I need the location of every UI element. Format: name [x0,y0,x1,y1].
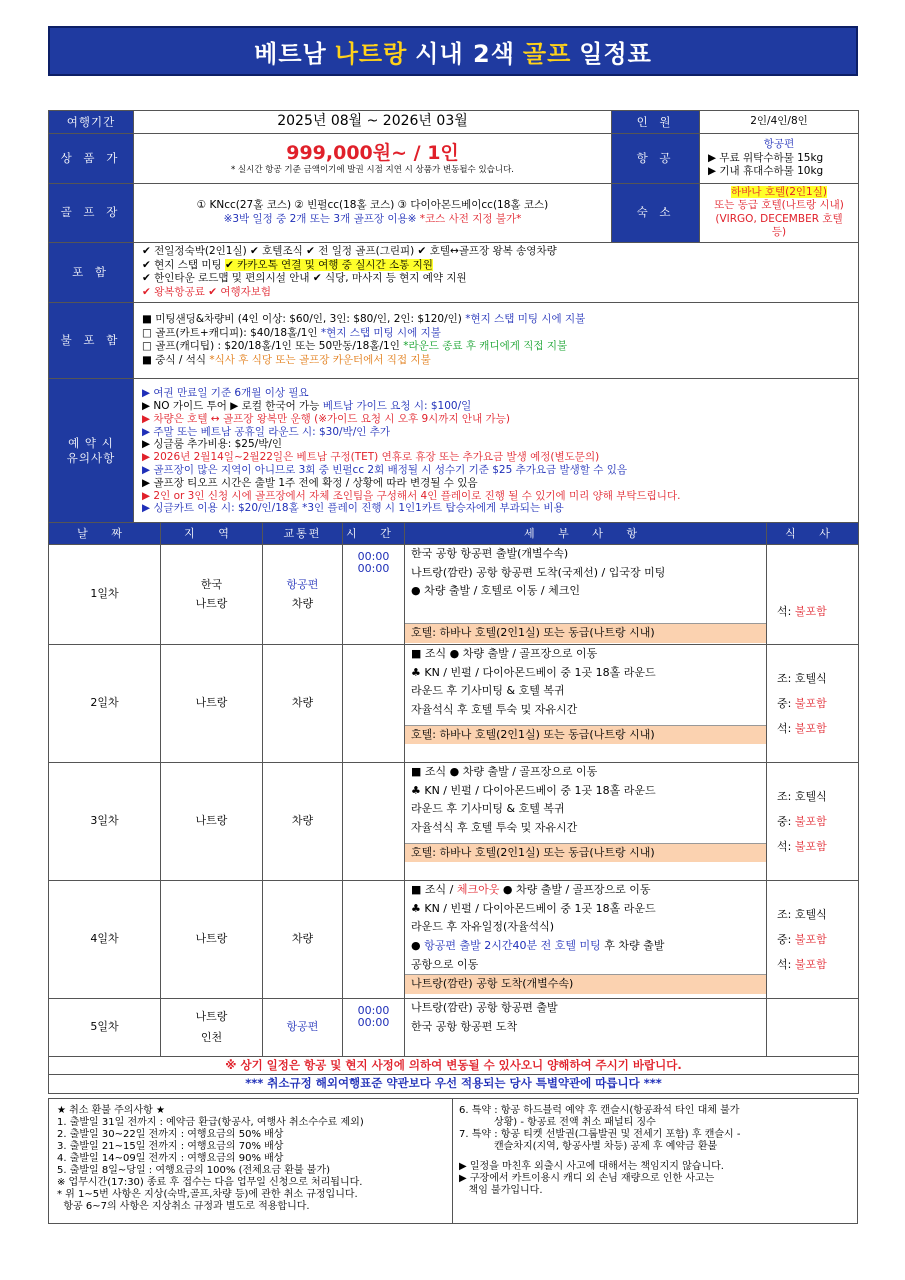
cancellation-notice: *** 취소규정 해외여행표준 약관보다 우선 적용되는 당사 특별약관에 따릅니다 *** [49,1075,859,1093]
detail-line [411,937,766,956]
day-transport [263,645,343,763]
day-transport [263,881,343,999]
include-label: 포 함 [49,242,134,302]
note-item: ▶ 골프장이 많은 지역이 아니므로 3회 중 빈펄cc 2회 배정될 시 성수기 기준 $25 추가요금 발생할 수 있음 [142,463,628,476]
header-meal: 식 사 [767,523,859,545]
detail-line: 나트랑(깜란) 공항 항공편 출발 [411,1001,558,1014]
golf-cell [134,183,612,242]
detail-line: 라운드 후 자유일정(자율석식) [411,920,555,934]
day-meal [767,545,859,645]
exclude-line-2a: □ 골프(카트+캐디피): $40/18홀/1인 [142,326,318,339]
day-meal [767,999,859,1057]
note-item: ▶ 주말 또는 베트남 공휴일 라운드 시: $30/박/인 추가 [142,425,391,438]
meal-value: 불포함 [794,958,827,972]
note-item-text: 베트남 가이드 요청 시: $100/일 [322,399,472,412]
schedule-row-day3 [49,763,859,881]
schedule-header-row [49,523,859,545]
people-value: 2인/4인/8인 [700,111,859,134]
page-title [48,26,858,76]
schedule-row-day4 [49,881,859,999]
transport-text: 차량 [291,696,314,710]
detail-line: 자율석식 후 호텔 투숙 및 자유시간 [411,821,578,835]
day-region [161,881,263,999]
notes-label: 예 약 시 유의사항 [49,378,134,524]
people-label: 인 원 [612,111,700,134]
policy-line: 4. 출발일 14~09일 전까지 : 여행요금의 90% 배상 [57,1153,284,1164]
policy-line: 2. 출발일 30~22일 전까지 : 여행요금의 50% 배상 [57,1129,284,1140]
day-label: 3일차 [49,763,161,881]
day-detail [405,763,767,881]
note-item: ▶ 2026년 2월14일~2월22일은 베트남 구정(TET) 연휴로 휴장 또는 추가요금 발생 예정(별도문의) [142,451,600,464]
detail-line: ♣ KN / 빈펄 / 다이아몬드베이 중 1곳 18홀 라운드 [411,783,656,797]
header-time: 시 간 [343,523,405,545]
day-meal [767,881,859,999]
schedule-row-day2 [49,645,859,763]
policy-line: ▶ 일정을 마친후 외출시 사고에 대해서는 책임지지 않습니다. [459,1161,724,1172]
note-item: ▶ 골프장 티오프 시간은 출발 1주 전에 확정 / 상황에 따라 변경될 수 있음 [142,476,478,489]
cancellation-policy [48,1098,858,1224]
transport-text: 항공편 [286,577,319,591]
region-text: 나트랑 [195,932,228,946]
day-meal [767,763,859,881]
transport-text: 차량 [291,932,314,946]
day-label: 4일차 [49,881,161,999]
note-item: ▶ 2인 or 3인 신청 시에 골프장에서 자체 조인팀을 구성해서 4인 플레이로 진행 될 수 있기에 미리 양해 부탁드립니다. [142,489,681,502]
day-region [161,763,263,881]
include-cell [134,242,859,302]
meal-key: 조: [777,789,795,803]
air-cell [700,133,859,183]
period-value: 2025년 08월 ~ 2026년 03월 [134,111,612,134]
schedule-row-day1 [49,545,859,645]
day-transport [263,545,343,645]
note-item [142,400,850,413]
policy-line: ★ 취소 환불 주의사항 ★ [57,1105,165,1116]
day-time [343,881,405,999]
golf-label: 골 프 장 [49,183,134,242]
meal-key: 조: [777,907,795,921]
hotel-line: 호텔: 하바나 호텔(2인1실) 또는 동급(나트랑 시내) [405,623,767,643]
exclude-line-4a: ■ 중식 / 석식 [142,353,207,366]
time-text: 00:00 [357,562,390,576]
meal-key: 석: [777,958,795,972]
region-text: 나트랑 [195,596,228,610]
meal-value: 호텔식 [794,789,827,803]
price-label: 상 품 가 [49,133,134,183]
note-item: ▶ 여권 만료일 기준 6개월 이상 필요 [142,387,309,400]
exclude-line-1a: ■ 미팅샌딩&차량비 (4인 이상: $60/인, 3인: $80/인, 2인: $120/인) [142,313,462,326]
detail-text: ■ 조식 / [411,883,457,896]
day-label: 1일차 [49,545,161,645]
policy-left-column [49,1099,453,1223]
detail-text: ● 차량 출발 / 골프장으로 이동 [499,883,651,896]
day-transport [263,763,343,881]
day-time [343,999,405,1057]
transport-text: 항공편 [286,1020,319,1034]
price-note: * 실시간 항공 기준 금액이기에 발권 시점 지연 시 상품가 변동될수 있습니다. [230,165,514,176]
exclude-label: 불 포 함 [49,302,134,378]
day-detail [405,545,767,645]
region-text: 나트랑 [195,696,228,710]
include-line-1: ✔ 전일정숙박(2인1실) ✔ 호텔조식 ✔ 전 일정 골프(그린피) ✔ 호텔↔골프장 왕복 송영차량 [142,245,557,258]
hotel-line: 나트랑(깜란) 공항 도착(개별수속) [405,974,767,994]
policy-line: ▶ 구장에서 카트이용시 캐디 외 손님 재량으로 인한 사고는 [459,1173,715,1184]
air-label: 항 공 [612,133,700,183]
header-transport: 교통편 [263,523,343,545]
day-region [161,999,263,1057]
exclude-line-3a: □ 골프(캐디팁) : $20/18홀/1인 또는 50만동/18홀/1인 [142,340,400,353]
checkout-text: 체크아웃 [456,883,500,896]
policy-spacer [459,1153,849,1161]
title-text-2: 시내 2색 [415,39,515,68]
exclude-line-2b: *현지 스탭 미팅 시에 지불 [320,326,441,339]
meal-key: 중: [777,932,795,946]
detail-line: 공항으로 이동 [411,957,479,971]
detail-line: ♣ KN / 빈펄 / 다이아몬드베이 중 1곳 18홀 라운드 [411,901,656,915]
period-label: 여행기간 [49,111,134,134]
title-highlight-city: 나트랑 [334,39,408,68]
detail-line: 한국 공항 항공편 출발(개별수속) [411,547,569,560]
meal-key: 석: [777,722,795,736]
product-info-table [48,110,859,525]
notice-row-1 [49,1057,859,1075]
hotel-line: 호텔: 하바나 호텔(2인1실) 또는 동급(나트랑 시내) [405,843,767,863]
policy-line: 책임 불가입니다. [459,1185,543,1196]
note-item: ▶ 싱글룸 추가비용: $25/박/인 [142,438,283,451]
day-time [343,545,405,645]
hotel-line-2: 또는 동급 호텔(나트랑 시내) [714,199,844,212]
header-region: 지 역 [161,523,263,545]
meal-value: 불포함 [794,696,827,710]
day-label: 2일차 [49,645,161,763]
meeting-text: 항공편 출발 2시간40분 전 호텔 미팅 [424,939,601,953]
golf-line-2: ※3박 일정 중 2개 또는 3개 골프장 이용※ [223,212,417,225]
day-detail [405,999,767,1057]
hotel-line-1: 하바나 호텔(2인1실) [731,185,827,198]
time-text: 00:00 [357,550,390,563]
policy-line: 상황) - 항공료 전액 취소 패널티 징수 [459,1117,656,1128]
region-text: 한국 [200,577,223,591]
day-detail [405,645,767,763]
meal-key: 석: [777,604,795,618]
detail-line: 나트랑(깜란) 공항 항공편 도착(국제선) / 입국장 미팅 [411,565,666,579]
policy-line: * 위 1~5번 사항은 지상(숙박,골프,차량 등)에 관한 취소 규정입니다. [57,1189,358,1200]
policy-line: ※ 업무시간(17:30) 종료 후 접수는 다음 업무일 신청으로 처리됩니다. [57,1177,363,1188]
meal-value: 불포함 [794,604,827,618]
header-date: 날 짜 [49,523,161,545]
exclude-line-4b: *식사 후 식당 또는 골프장 카운터에서 직접 지불 [209,353,431,366]
day-meal [767,645,859,763]
policy-line: 3. 출발일 21~15일 전까지 : 여행요금의 70% 배상 [57,1141,284,1152]
header-detail: 세 부 사 항 [405,523,767,545]
meal-key: 조: [777,671,795,685]
include-line-2a: ✔ 현지 스탭 미팅 [142,258,222,271]
title-text-1: 베트남 [254,39,327,68]
exclude-cell [134,302,859,378]
detail-text: ● [411,939,425,953]
air-line-2: ▶ 기내 휴대수하물 10kg [708,165,824,178]
meal-key: 중: [777,696,795,710]
title-text-3: 일정표 [579,39,652,68]
policy-right-column [453,1099,857,1223]
time-text: 00:00 [357,1016,390,1030]
policy-line: 7. 특약 : 항공 티켓 선발권(그룹발권 및 전세기 포함) 후 캔슬시 - [459,1129,741,1140]
note-item: ▶ 차량은 호텔 ↔ 골프장 왕복만 운행 (※가이드 요청 시 오후 9시까지 안내 가능) [142,412,510,425]
transport-text: 차량 [291,596,314,610]
air-line-0: 항공편 [763,138,795,151]
notes-cell [134,378,859,524]
detail-line: 한국 공항 항공편 도착 [411,1019,518,1033]
exclude-line-3b: *라운드 종료 후 캐디에게 직접 지불 [403,340,568,353]
note-item-text: ▶ NO 가이드 투어 ▶ 로컬 한국어 가능 [142,399,320,412]
schedule-table [48,522,859,1094]
golf-line-2b: *코스 사전 지정 불가* [419,212,522,225]
day-time [343,763,405,881]
hotel-line-3: (VIRGO, DECEMBER 호텔 등) [715,212,843,239]
policy-line: 캔슬차지(지역, 항공사별 차등) 공제 후 예약금 환불 [459,1141,718,1152]
hotel-label: 숙 소 [612,183,700,242]
notice-row-2 [49,1075,859,1093]
policy-line: 6. 특약 : 항공 하드블럭 예약 후 캔슬시(항공좌석 타인 대체 불가 [459,1105,740,1116]
price-value: 999,000원~ / 1인 [286,141,459,164]
day-region [161,545,263,645]
hotel-cell [700,183,859,242]
title-highlight-golf: 골프 [522,39,572,68]
day-region [161,645,263,763]
include-line-3: ✔ 한인타운 로드맵 및 편의시설 안내 ✔ 식당, 마사지 등 현지 예약 지원 [142,272,467,285]
day-detail [405,881,767,999]
exclude-line-1b: *현지 스탭 미팅 시에 지불 [465,313,586,326]
meal-key: 석: [777,840,795,854]
detail-line: 라운드 후 기사미팅 & 호텔 복귀 [411,684,565,698]
detail-line: ● 차량 출발 / 호텔로 이동 / 체크인 [411,584,580,598]
detail-text: 후 차량 출발 [600,939,665,953]
hotel-line: 호텔: 하바나 호텔(2인1실) 또는 동급(나트랑 시내) [405,725,767,745]
region-text: 인천 [200,1030,223,1044]
policy-line: 1. 출발일 31일 전까지 : 예약금 환급(항공사, 여행사 취소수수료 제외) [57,1117,364,1128]
day-time [343,645,405,763]
region-text: 나트랑 [195,1009,228,1023]
note-item: ▶ 싱글카트 이용 시: $20/인/18홀 *3인 플레이 진행 시 1인1카트 탑승자에게 부과되는 비용 [142,502,564,515]
meal-value: 호텔식 [794,907,827,921]
price-cell [134,133,612,183]
detail-line: ■ 조식 ● 차량 출발 / 골프장으로 이동 [411,647,598,660]
policy-line: 항공 6~7의 사항은 지상취소 규정과 별도로 적용합니다. [57,1201,310,1212]
meal-key: 중: [777,814,795,828]
time-text: 00:00 [357,1004,390,1017]
schedule-row-day5 [49,999,859,1057]
air-line-1: ▶ 무료 위탁수하물 15kg [708,151,824,164]
day-label: 5일차 [49,999,161,1057]
policy-line: 5. 출발일 8일~당일 : 여행요금의 100% (전체요금 환불 불가) [57,1165,331,1176]
transport-text: 차량 [291,814,314,828]
meal-value: 불포함 [794,722,827,736]
region-text: 나트랑 [195,814,228,828]
detail-line: 라운드 후 기사미팅 & 호텔 복귀 [411,802,565,816]
meal-value: 불포함 [794,932,827,946]
detail-line: 자율석식 후 호텔 투숙 및 자유시간 [411,703,578,717]
include-line-4: ✔ 왕복항공료 ✔ 여행자보험 [142,285,272,298]
golf-line-1: ① KNcc(27홀 코스) ② 빈펄cc(18홀 코스) ③ 다이아몬드베이cc(18홀 코스) [196,199,549,212]
schedule-change-notice: ※ 상기 일정은 항공 및 현지 사정에 의하여 변동될 수 있사오니 양해하여 주시기 바랍니다. [49,1057,859,1075]
meal-value: 불포함 [794,814,827,828]
include-line-2b: ✔ 카카오톡 연결 및 여행 중 실시간 소통 지원 [225,258,433,271]
meal-value: 불포함 [794,840,827,854]
meal-value: 호텔식 [794,671,827,685]
day-transport [263,999,343,1057]
detail-line: ♣ KN / 빈펄 / 다이아몬드베이 중 1곳 18홀 라운드 [411,665,656,679]
detail-line [411,881,766,900]
detail-line: ■ 조식 ● 차량 출발 / 골프장으로 이동 [411,765,598,778]
